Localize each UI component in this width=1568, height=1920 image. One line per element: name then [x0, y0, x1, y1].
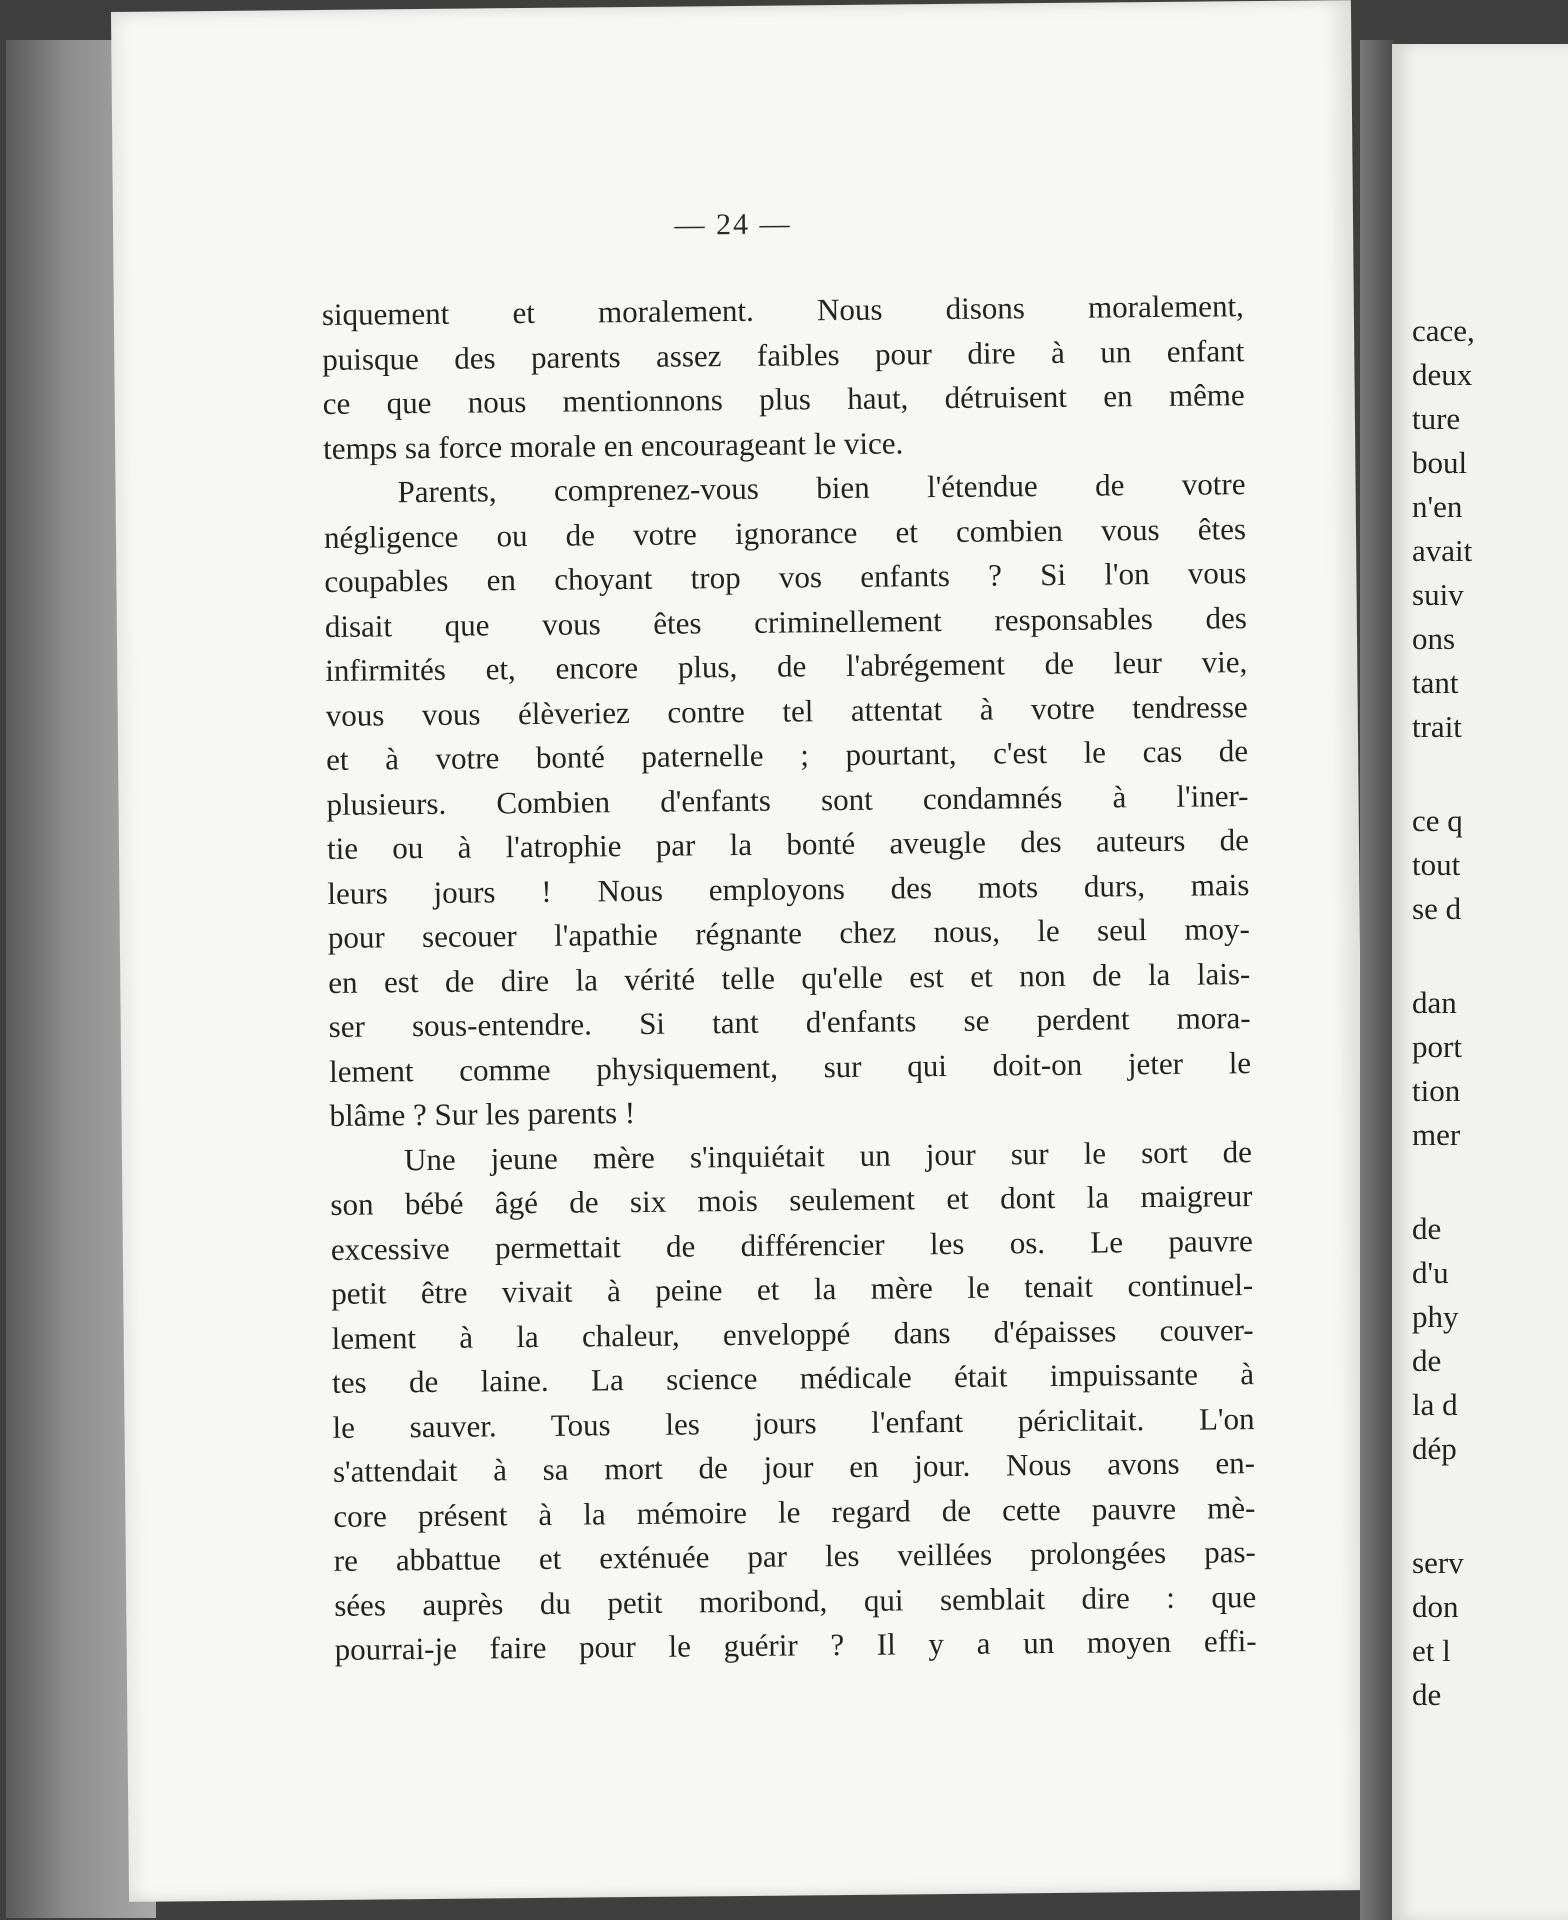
- text-line: sées auprès du petit moribond, qui semblait dire : que: [334, 1578, 1257, 1623]
- text-line: infirmités et, encore plus, de l'abrégement de leur vie,: [325, 644, 1248, 688]
- text-line-fragment: mer: [1412, 1117, 1461, 1152]
- text-line: lement comme physiquement, sur qui doit-on jeter le: [328, 1044, 1252, 1089]
- text-line: ce que nous mentionnons plus haut, détruisent en même: [322, 377, 1245, 421]
- text-line-fragment: tion: [1412, 1073, 1461, 1108]
- text-line-fragment: boul: [1412, 445, 1468, 480]
- text-line: lement à la chaleur, enveloppé dans d'épaisses couver-: [331, 1311, 1254, 1356]
- page-number: — 24 —: [674, 207, 792, 242]
- text-line: son bébé âgé de six mois seulement et dont la maigreur: [330, 1178, 1253, 1222]
- right-page: [1392, 44, 1568, 1920]
- text-line-fragment: dép: [1412, 1431, 1457, 1466]
- text-line: leurs jours ! Nous employons des mots durs, mais: [327, 866, 1250, 911]
- text-line: s'attendait à sa mort de jour en jour. Nous avons en-: [332, 1445, 1256, 1489]
- text-line: disait que vous êtes criminellement responsables des: [324, 599, 1247, 644]
- text-line: blâme ? Sur les parents !: [329, 1095, 636, 1133]
- text-line: pourrai-je faire pour le guérir ? Il y a un moyen effi-: [334, 1623, 1257, 1667]
- paragraph-start-line: Une jeune mère s'inquiétait un jour sur le sort de: [403, 1133, 1253, 1177]
- text-line-fragment: phy: [1412, 1299, 1459, 1334]
- text-line-fragment: de: [1412, 1343, 1442, 1378]
- text-line: négligence ou de votre ignorance et combien vous êtes: [323, 510, 1247, 555]
- text-line: core présent à la mémoire le regard de cette pauvre mè-: [333, 1489, 1256, 1534]
- text-line-fragment: cace,: [1412, 313, 1475, 348]
- text-line-fragment: don: [1412, 1589, 1459, 1624]
- text-line-fragment: ons: [1412, 621, 1456, 656]
- text-line-fragment: avait: [1412, 533, 1473, 568]
- text-line: ser sous-entendre. Si tant d'enfants se perdent mora-: [328, 1000, 1251, 1044]
- text-line-fragment: de: [1412, 1677, 1442, 1712]
- text-line-fragment: d'u: [1412, 1255, 1449, 1290]
- text-line: et à votre bonté paternelle ; pourtant, c'est le cas de: [325, 733, 1249, 777]
- text-line: excessive permettait de différencier les os. Le pauvre: [330, 1222, 1253, 1267]
- text-line-fragment: et l: [1412, 1633, 1451, 1668]
- text-line: petit être vivait à peine et la mère le tenait continuel-: [331, 1267, 1254, 1311]
- text-line-fragment: ce q: [1412, 803, 1463, 838]
- text-line: tie ou à l'atrophie par la bonté aveugle des auteurs de: [326, 822, 1250, 866]
- text-line: en est de dire la vérité telle qu'elle est et non de la lais-: [328, 955, 1251, 1000]
- text-line: pour secouer l'apathie régnante chez nous, le seul moy-: [327, 911, 1250, 955]
- text-line: plusieurs. Combien d'enfants sont condamnés à l'iner-: [326, 777, 1249, 822]
- text-line-fragment: trait: [1412, 709, 1462, 744]
- text-line: temps sa force morale en encourageant le vice.: [322, 424, 904, 466]
- text-line: vous vous élèveriez contre tel attentat à votre tendresse: [325, 688, 1248, 733]
- paragraph-start-line: Parents, comprenez-vous bien l'étendue de votre: [397, 466, 1246, 510]
- left-page: [111, 0, 1369, 1902]
- text-line-fragment: deux: [1412, 357, 1473, 392]
- text-line-fragment: dan: [1412, 985, 1457, 1020]
- text-line: le sauver. Tous les jours l'enfant périclitait. L'on: [332, 1400, 1255, 1445]
- text-line-fragment: de: [1412, 1211, 1442, 1246]
- text-line-fragment: se d: [1412, 891, 1462, 926]
- text-line: siquement et moralement. Nous disons moralement,: [321, 288, 1244, 332]
- text-line-fragment: port: [1412, 1029, 1462, 1064]
- text-line: puisque des parents assez faibles pour dire à un enfant: [322, 332, 1245, 377]
- text-line: coupables en choyant trop vos enfants ? Si l'on vous: [324, 555, 1247, 599]
- text-line-fragment: suiv: [1412, 577, 1464, 612]
- text-line-fragment: n'en: [1412, 489, 1463, 524]
- text-line-fragment: la d: [1412, 1387, 1458, 1422]
- book-gutter: [1360, 40, 1394, 1920]
- text-line-fragment: tout: [1412, 847, 1461, 882]
- body-text: [322, 284, 1257, 1672]
- text-line-fragment: serv: [1412, 1545, 1464, 1580]
- text-line-fragment: ture: [1412, 401, 1461, 436]
- text-line: re abbattue et exténuée par les veillées prolongées pas-: [333, 1534, 1256, 1578]
- text-line: tes de laine. La science médicale était impuissante à: [331, 1356, 1255, 1400]
- text-line-fragment: tant: [1412, 665, 1459, 700]
